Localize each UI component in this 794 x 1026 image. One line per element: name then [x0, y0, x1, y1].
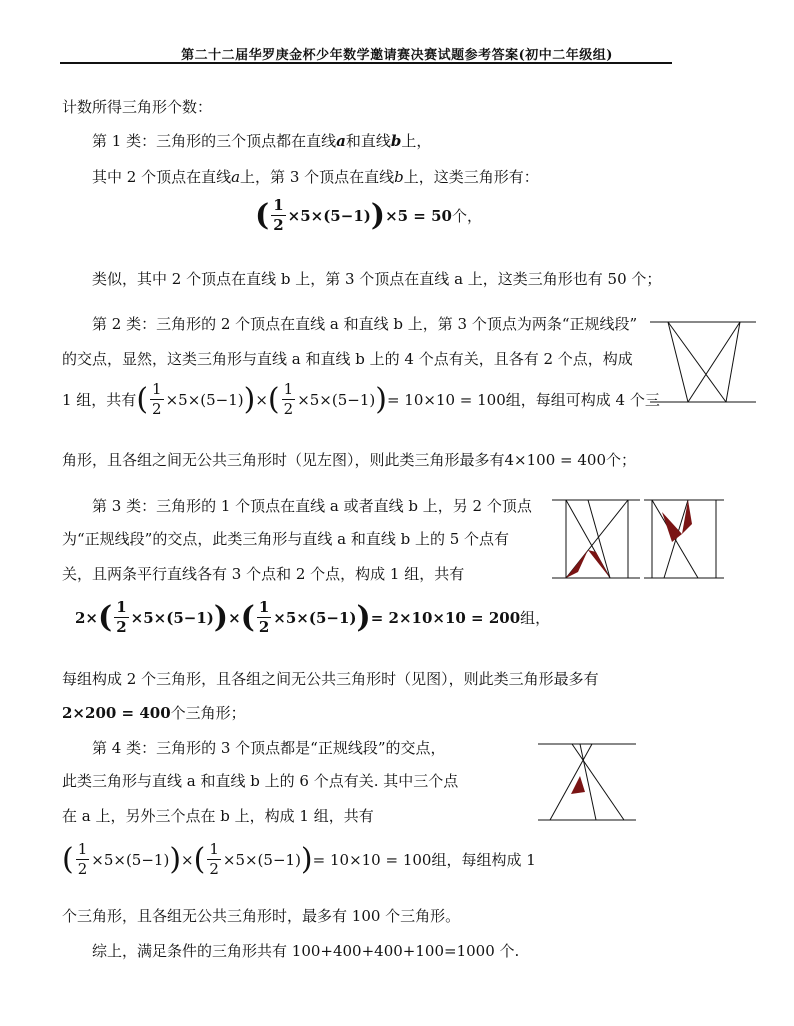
class3-line3: 关，且两条平行直线各有 3 个点和 2 个点，构成 1 组，共有 — [62, 565, 465, 583]
class4-line5: 个三角形，且各组无公共三角形时，最多有 100 个三角形。 — [62, 907, 461, 925]
class4-line3: 在 a 上，另外三个点在 b 上，构成 1 组，共有 — [62, 807, 374, 825]
class2-figure — [648, 318, 758, 408]
class4-figure — [534, 740, 640, 824]
class4-line2: 此类三角形与直线 a 和直线 b 上的 6 个点有关. 其中三个点 — [62, 772, 459, 790]
class1-line2: 其中 2 个顶点在直线a上，第 3 个顶点在直线b上，这类三角形有： — [92, 168, 539, 186]
class3-line2: 为“正规线段”的交点，此类三角形与直线 a 和直线 b 上的 5 个点有 — [62, 530, 510, 548]
header-rule — [60, 62, 672, 64]
class3-figure — [548, 494, 726, 584]
intro-text: 计数所得三角形个数： — [62, 98, 213, 116]
class2-line4: 角形，且各组之间无公共三角形时（见左图），则此类三角形最多有4×100 = 400个； — [62, 451, 637, 469]
summary-line: 综上，满足条件的三角形共有 100+400+400+100=1000 个. — [92, 942, 520, 960]
class1-formula: ( $\frac{1}{2}$ ×5×(5−1) ) ×5 = 50 个， — [255, 196, 482, 234]
class2-line3: 1 组，共有 ( $\frac{1}{2}$ ×5×(5−1) ) × ( $\frac{1}{2}$ ×5×(5−1) ) = 10×10 = 100 组，每组可构成 4 个三 — [62, 380, 660, 418]
class3-formula: 2× ( $\frac{1}{2}$ ×5×(5−1) ) × ( $\frac{1}{2}$ ×5×(5−1) ) = 2×10×10 = 200 组， — [75, 598, 551, 636]
class4-formula: ( $\frac{1}{2}$ ×5×(5−1) ) × ( $\frac{1}{2}$ ×5×(5−1) ) = 10×10 = 100 组，每组构成 1 — [62, 840, 536, 878]
page-header: 第二十二届华罗庚金杯少年数学邀请赛决赛试题参考答案(初中二年级组) — [181, 48, 613, 63]
class1-similar: 类似，其中 2 个顶点在直线 b 上，第 3 个顶点在直线 a 上，这类三角形也有 50 个； — [92, 270, 662, 288]
class2-line1: 第 2 类：三角形的 2 个顶点在直线 a 和直线 b 上，第 3 个顶点为两条“正规线段” — [92, 315, 638, 333]
class4-line1: 第 4 类：三角形的 3 个顶点都是“正规线段”的交点， — [92, 739, 446, 757]
class1-line1: 第 1 类：三角形的三个顶点都在直线a和直线b上， — [92, 132, 432, 150]
class2-line2: 的交点，显然，这类三角形与直线 a 和直线 b 上的 4 个点有关，且各有 2 个点，构成 — [62, 350, 633, 368]
class3-line4: 每组构成 2 个三角形，且各组之间无公共三角形时（见图），则此类三角形最多有 — [62, 670, 599, 688]
class3-line1: 第 3 类：三角形的 1 个顶点在直线 a 或者直线 b 上，另 2 个顶点 — [92, 497, 532, 515]
class3-line5: 2×200 = 400个三角形； — [62, 704, 246, 722]
